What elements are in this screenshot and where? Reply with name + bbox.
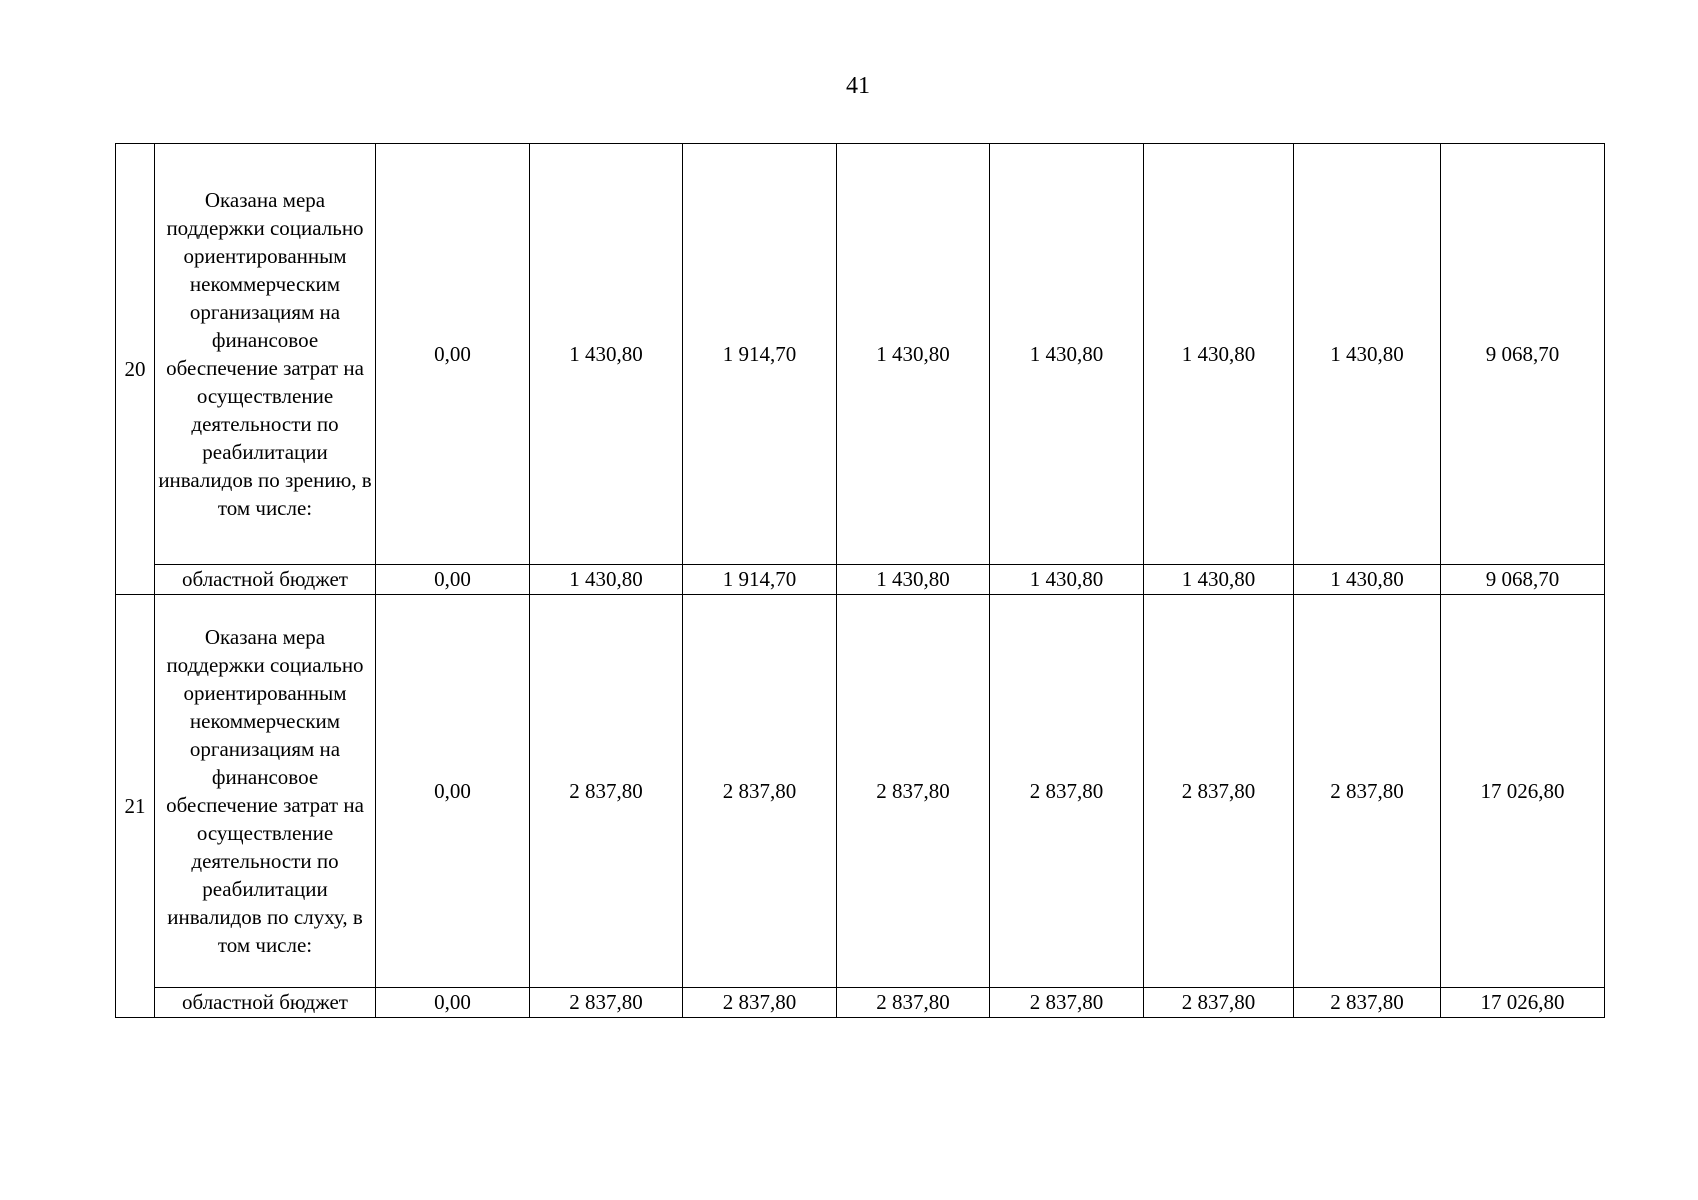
value-cell: 1 430,80 (990, 565, 1144, 595)
page-number: 41 (846, 73, 870, 99)
value-cell: 2 837,80 (990, 595, 1144, 988)
value-cell: 0,00 (376, 595, 530, 988)
value-cell: 2 837,80 (1294, 595, 1441, 988)
row-number: 20 (116, 144, 155, 595)
value-cell: 2 837,80 (530, 595, 683, 988)
row-number: 21 (116, 595, 155, 1018)
total-cell: 9 068,70 (1441, 144, 1605, 565)
value-cell: 1 914,70 (683, 565, 837, 595)
total-cell: 17 026,80 (1441, 988, 1605, 1018)
value-cell: 1 430,80 (530, 565, 683, 595)
value-cell: 1 430,80 (990, 144, 1144, 565)
value-cell: 0,00 (376, 144, 530, 565)
budget-table (115, 143, 1605, 1018)
value-cell: 2 837,80 (837, 595, 990, 988)
value-cell: 2 837,80 (837, 988, 990, 1018)
value-cell: 1 430,80 (1144, 144, 1294, 565)
value-cell: 1 430,80 (837, 565, 990, 595)
table-subrow-21 (116, 988, 1605, 1018)
value-cell: 1 430,80 (1144, 565, 1294, 595)
value-cell: 2 837,80 (530, 988, 683, 1018)
table-row-20 (116, 144, 1605, 565)
subrow-label: областной бюджет (155, 565, 376, 595)
total-cell: 9 068,70 (1441, 565, 1605, 595)
value-cell: 2 837,80 (1294, 988, 1441, 1018)
total-cell: 17 026,80 (1441, 595, 1605, 988)
row-description: Оказана мера поддержки социально ориентированным некоммерческим организациям на финансовое обеспечение затрат на осуществление деятельности по реабилитации инвалидов по слуху, в том числе: (155, 595, 376, 988)
subrow-label: областной бюджет (155, 988, 376, 1018)
value-cell: 1 430,80 (1294, 144, 1441, 565)
value-cell: 1 430,80 (837, 144, 990, 565)
value-cell: 2 837,80 (683, 595, 837, 988)
value-cell: 2 837,80 (990, 988, 1144, 1018)
value-cell: 1 430,80 (1294, 565, 1441, 595)
value-cell: 0,00 (376, 988, 530, 1018)
value-cell: 2 837,80 (683, 988, 837, 1018)
value-cell: 0,00 (376, 565, 530, 595)
value-cell: 2 837,80 (1144, 595, 1294, 988)
value-cell: 1 430,80 (530, 144, 683, 565)
value-cell: 2 837,80 (1144, 988, 1294, 1018)
table-subrow-20 (116, 565, 1605, 595)
table-row-21 (116, 595, 1605, 988)
value-cell: 1 914,70 (683, 144, 837, 565)
row-description: Оказана мера поддержки социально ориентированным некоммерческим организациям на финансовое обеспечение затрат на осуществление деятельности по реабилитации инвалидов по зрению, в том числе: (155, 144, 376, 565)
